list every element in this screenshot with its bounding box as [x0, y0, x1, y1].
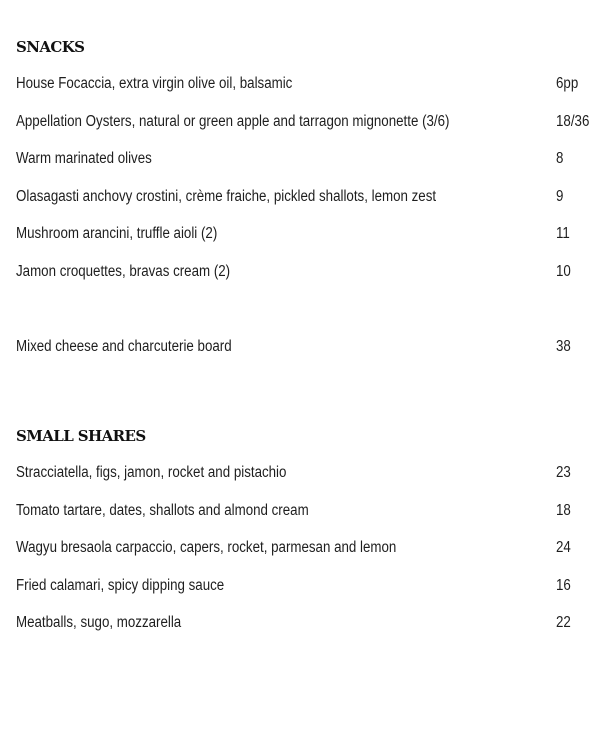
menu-item: [16, 537, 600, 559]
menu-item: [16, 336, 600, 358]
menu-item-name: Jamon croquettes, bravas cream (2): [16, 263, 231, 280]
menu-item-price: 6pp: [556, 75, 579, 92]
menu-item-name: Mushroom arancini, truffle aioli (2): [16, 225, 218, 242]
menu-item-price: 22: [556, 614, 571, 631]
menu-item-price: 16: [556, 577, 571, 594]
menu-item: [16, 261, 600, 283]
menu-item-name: Tomato tartare, dates, shallots and almond cream: [16, 502, 309, 519]
menu-item-name: Fried calamari, spicy dipping sauce: [16, 577, 225, 594]
menu-item-name: Stracciatella, figs, jamon, rocket and pistachio: [16, 464, 287, 481]
menu-item-name: Meatballs, sugo, mozzarella: [16, 614, 182, 631]
menu-item-name: Warm marinated olives: [16, 150, 152, 167]
menu-item-price: 11: [556, 225, 570, 242]
menu-item: [16, 111, 600, 133]
menu-item-price: 18/36: [556, 113, 590, 130]
menu-item-price: 8: [556, 150, 564, 167]
menu-item: [16, 148, 600, 170]
menu-item-name: Wagyu bresaola carpaccio, capers, rocket, parmesan and lemon: [16, 539, 397, 556]
menu-item-name: Olasagasti anchovy crostini, crème fraiche, pickled shallots, lemon zest: [16, 188, 437, 205]
menu-item: [16, 500, 600, 522]
menu-item: [16, 612, 600, 634]
menu-item-price: 23: [556, 464, 571, 481]
menu-item-price: 9: [556, 188, 564, 205]
menu-item-price: 10: [556, 263, 571, 280]
menu-item-name: Appellation Oysters, natural or green apple and tarragon mignonette (3/6): [16, 113, 450, 130]
section-heading-snacks: SNACKS: [16, 38, 85, 56]
menu-item-name: House Focaccia, extra virgin olive oil, balsamic: [16, 75, 293, 92]
section-heading-small-shares: SMALL SHARES: [16, 427, 146, 445]
menu-item: [16, 462, 600, 484]
menu-item: [16, 186, 600, 208]
menu-item: [16, 223, 600, 245]
menu-item-price: 38: [556, 338, 571, 355]
menu-item: [16, 575, 600, 597]
menu-item: [16, 73, 600, 95]
menu-item-price: 18: [556, 502, 571, 519]
menu-item-name: Mixed cheese and charcuterie board: [16, 338, 232, 355]
menu-item-price: 24: [556, 539, 571, 556]
